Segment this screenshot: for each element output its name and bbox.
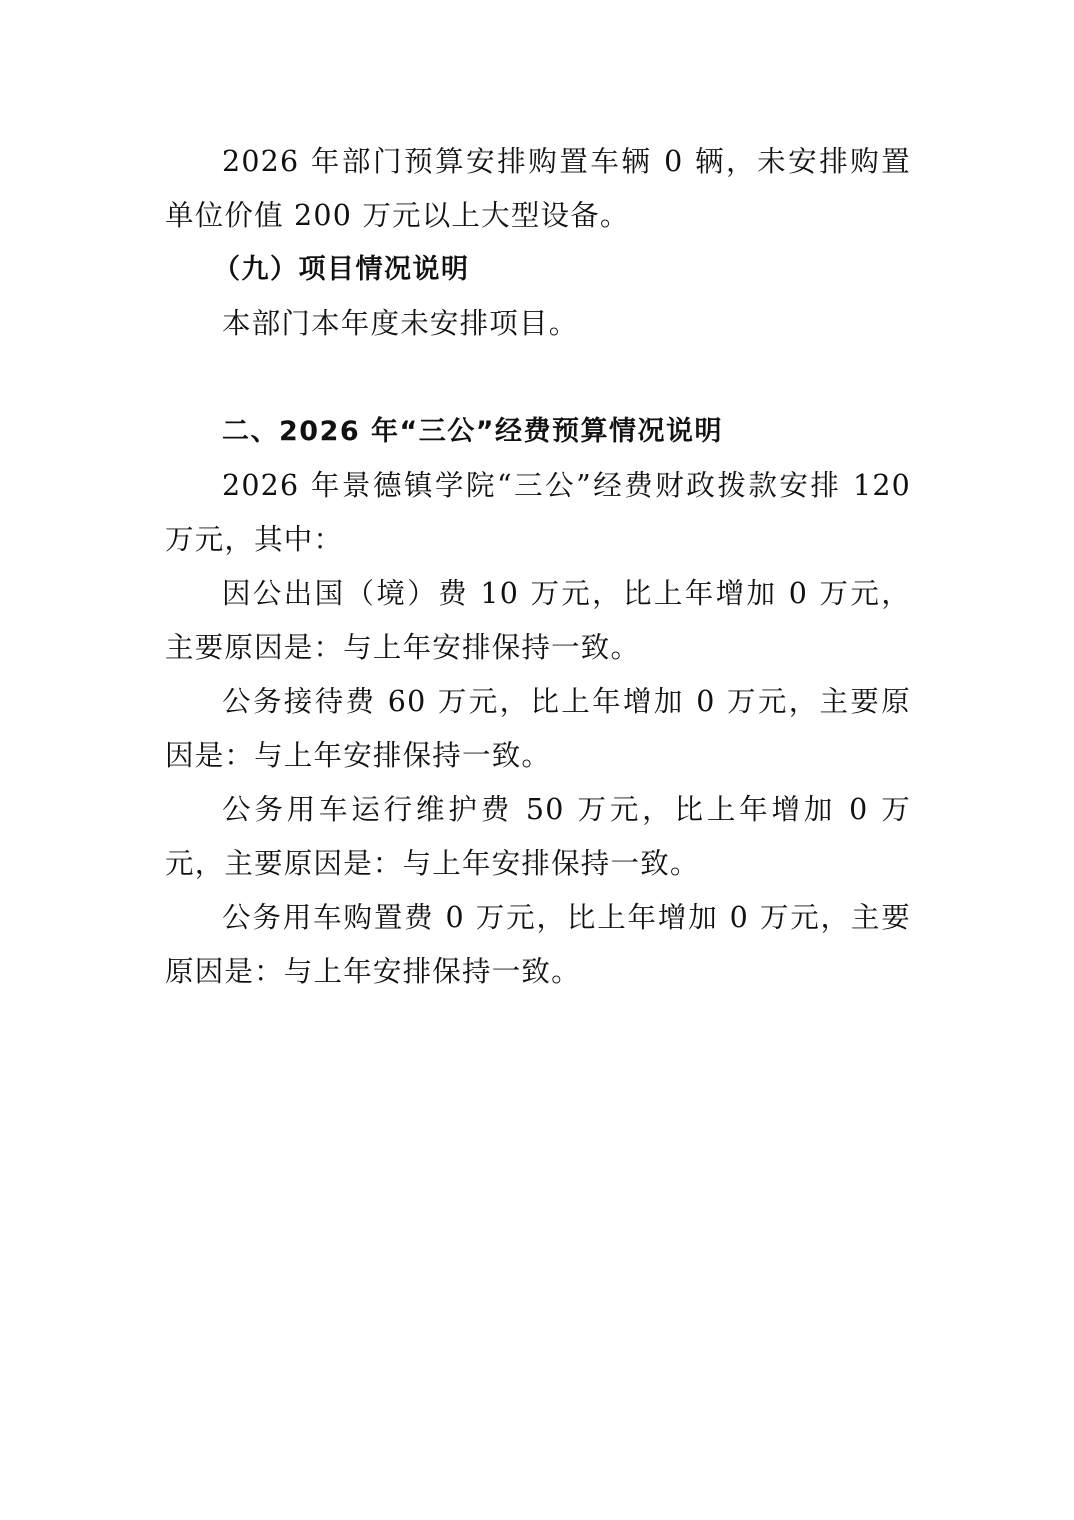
paragraph-vehicle-purchase-cost: 公务用车购置费 0 万元，比上年增加 0 万元，主要原因是：与上年安排保持一致。 xyxy=(165,901,911,988)
heading-project-description: （九）项目情况说明 xyxy=(213,254,470,285)
document-body xyxy=(165,135,911,999)
paragraph-vehicle-maintenance: 公务用车运行维护费 50 万元，比上年增加 0 万元，主要原因是：与上年安排保持一致。 xyxy=(165,793,911,880)
paragraph-vehicle-purchase: 2026 年部门预算安排购置车辆 0 辆，未安排购置单位价值 200 万元以上大型设备。 xyxy=(165,145,911,232)
paragraph-overseas-travel: 因公出国（境）费 10 万元，比上年增加 0 万元，主要原因是：与上年安排保持一致。 xyxy=(165,577,911,664)
paragraph-total-allocation: 2026 年景德镇学院“三公”经费财政拨款安排 120 万元，其中： xyxy=(165,469,911,556)
heading-three-public-expenses: 二、2026 年“三公”经费预算情况说明 xyxy=(222,416,724,447)
paragraph-official-reception: 公务接待费 60 万元，比上年增加 0 万元，主要原因是：与上年安排保持一致。 xyxy=(165,685,911,772)
paragraph-no-projects: 本部门本年度未安排项目。 xyxy=(222,307,579,340)
